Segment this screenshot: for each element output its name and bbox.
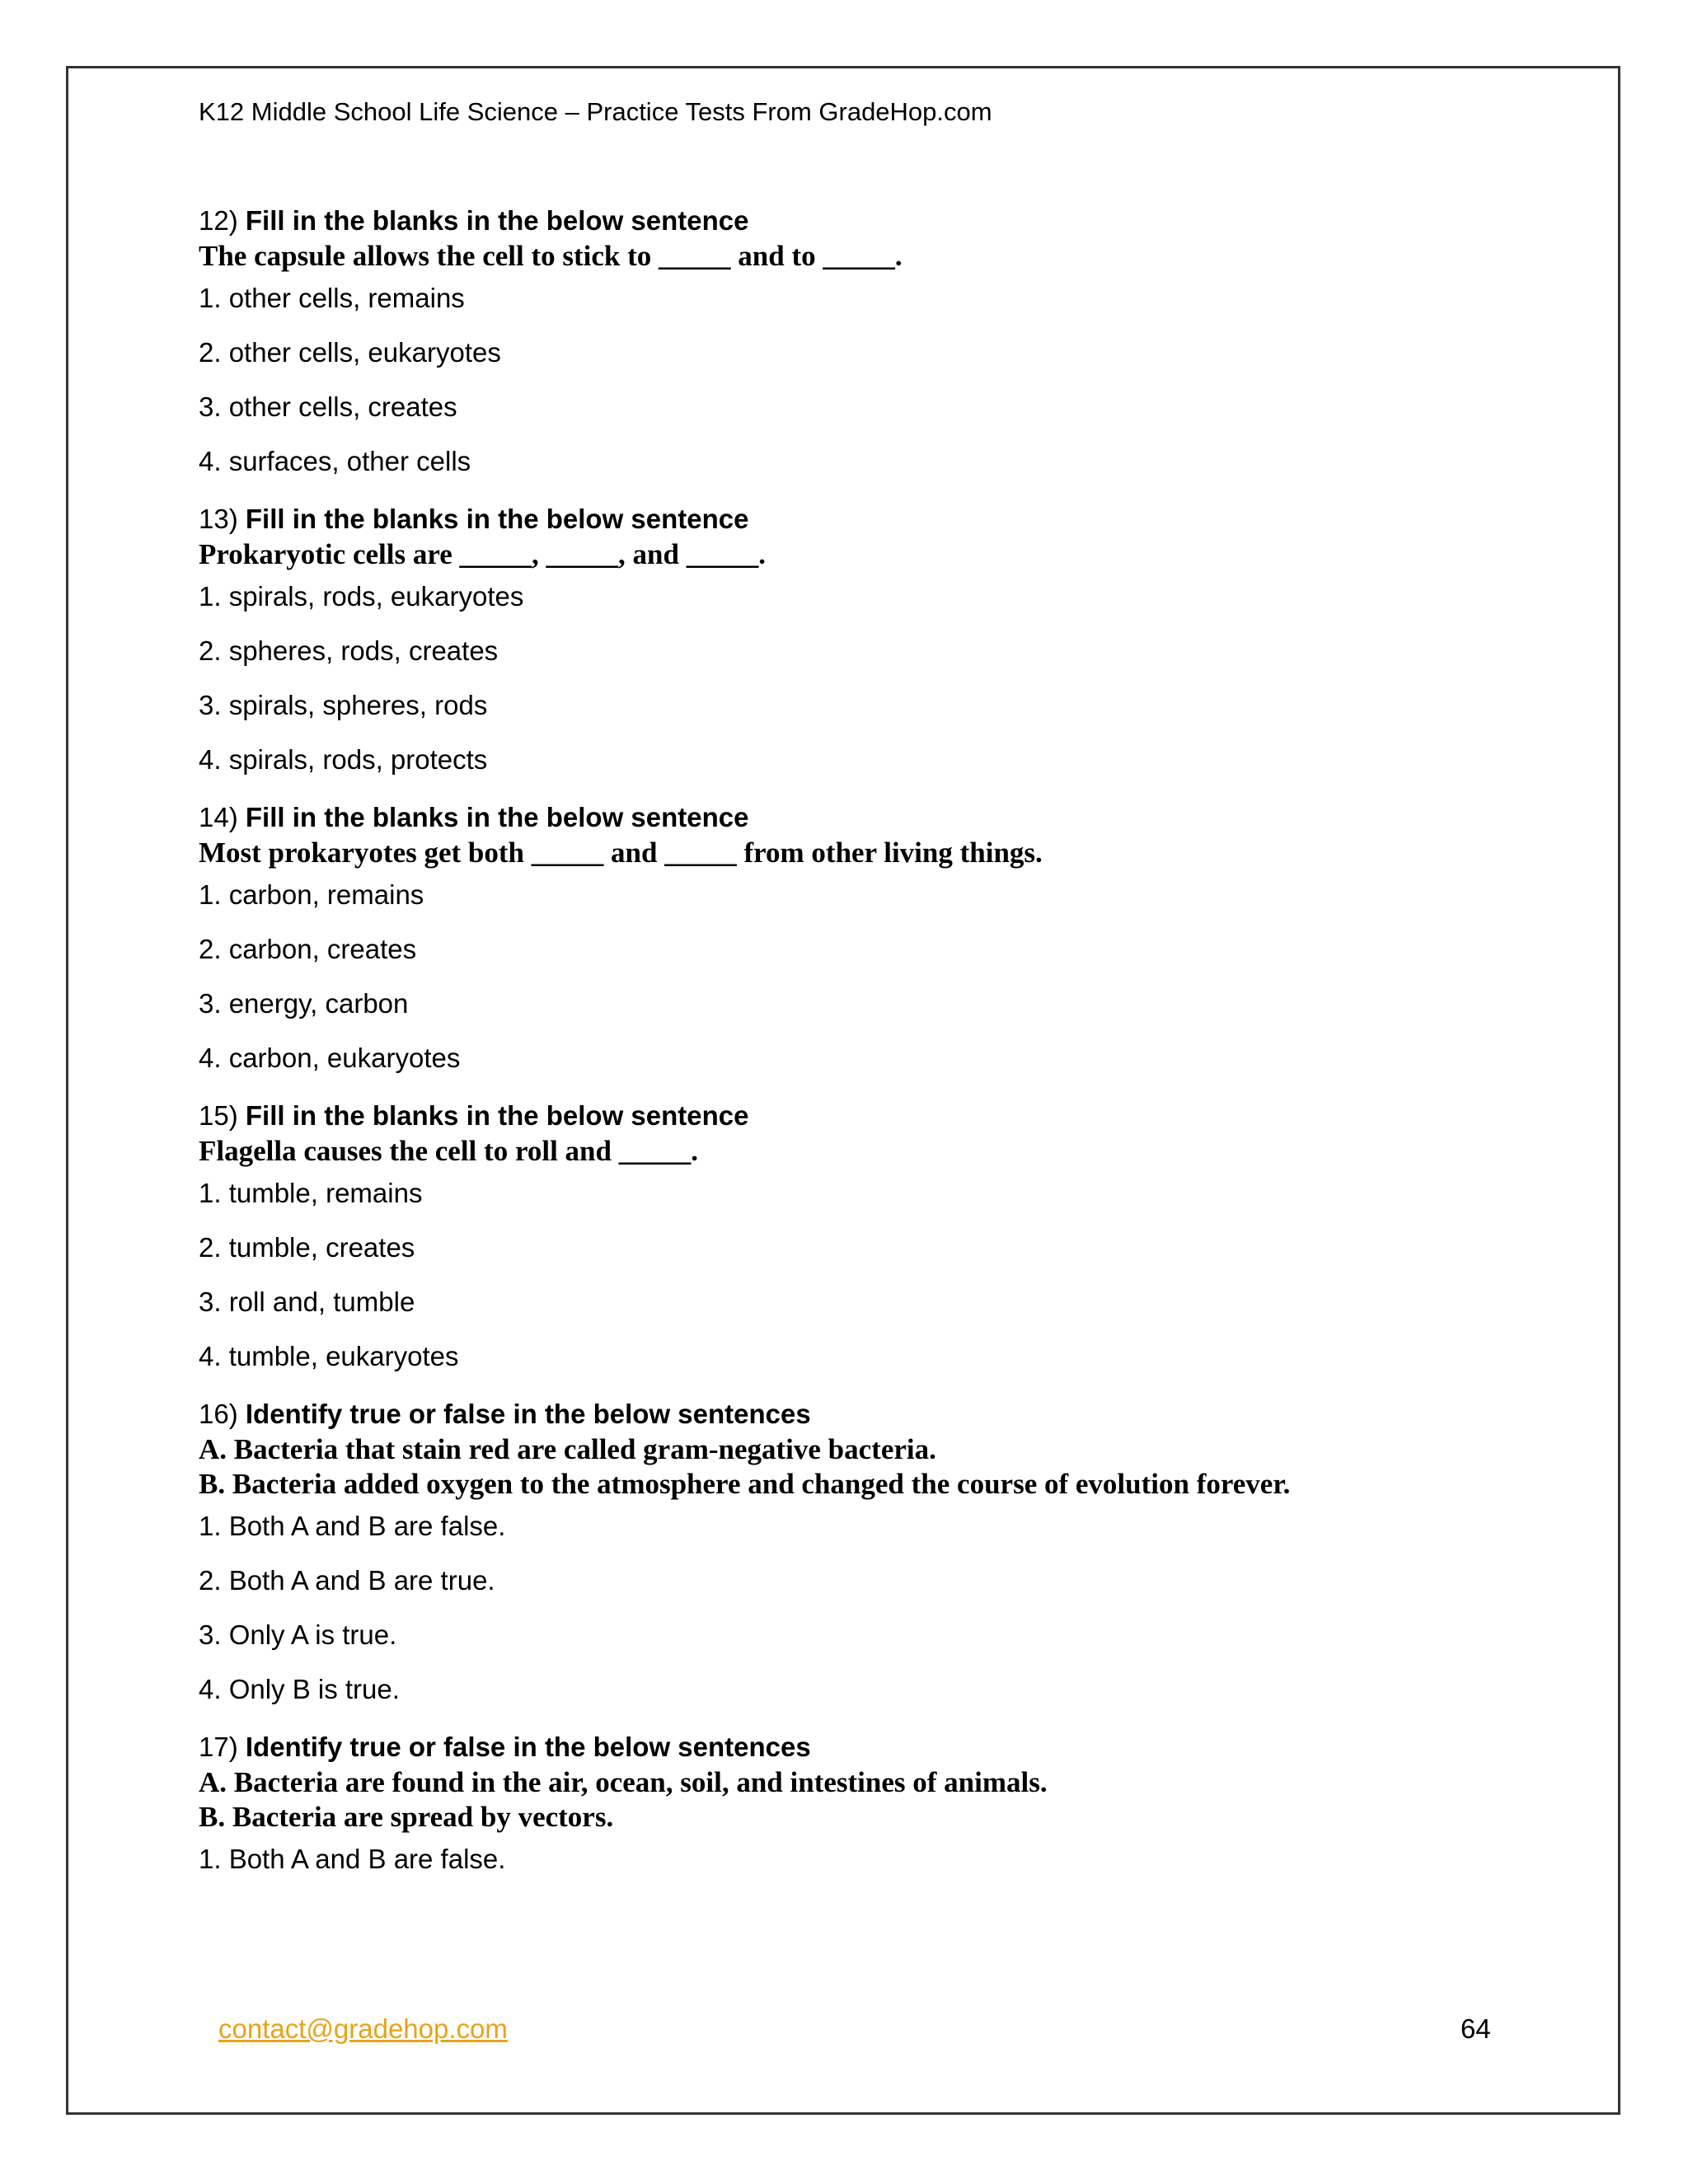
answer-option: 2. spheres, rods, creates [199, 635, 499, 666]
question-statement [199, 537, 1534, 572]
answer-option: 2. other cells, eukaryotes [199, 337, 501, 368]
statement-line: B. Bacteria added oxygen to the atmosphere and changed the course of evolution forever. [199, 1468, 1291, 1500]
answer-option: 4. carbon, eukaryotes [199, 1043, 461, 1073]
answer-option: 4. Only B is true. [199, 1674, 400, 1704]
question-number: 13) [199, 504, 238, 534]
contact-email-link[interactable]: contact@gradehop.com [218, 2013, 508, 2044]
answer-option: 3. other cells, creates [199, 391, 457, 422]
statement-line: Most prokaryotes get both _____ and _____ from other living things. [199, 837, 1043, 869]
answer-option: 1. Both A and B are false. [199, 1844, 506, 1874]
question-instruction: Identify true or false in the below sentences [245, 1399, 811, 1429]
question-statement [199, 239, 1534, 274]
question-statement [199, 1134, 1534, 1169]
answer-option: 2. Both A and B are true. [199, 1565, 495, 1596]
answer-option: 2. carbon, creates [199, 934, 417, 964]
question-instruction: Fill in the blanks in the below sentence [245, 504, 749, 534]
answer-option: 3. spirals, spheres, rods [199, 690, 488, 720]
answer-option: 1. carbon, remains [199, 879, 424, 910]
question-label [199, 1098, 1534, 1134]
question-12 [199, 203, 1534, 480]
answer-option: 1. Both A and B are false. [199, 1511, 506, 1541]
question-17 [199, 1729, 1534, 1877]
question-statement [199, 836, 1534, 870]
question-14 [199, 799, 1534, 1076]
page-header: K12 Middle School Life Science – Practice Tests From GradeHop.com [199, 97, 992, 126]
statement-line: The capsule allows the cell to stick to _____ and to _____. [199, 240, 903, 272]
question-label [199, 799, 1534, 836]
question-instruction: Fill in the blanks in the below sentence [245, 802, 749, 832]
question-16 [199, 1396, 1534, 1708]
question-instruction: Identify true or false in the below sentences [245, 1732, 811, 1762]
question-13 [199, 501, 1534, 778]
question-instruction: Fill in the blanks in the below sentence [245, 205, 749, 236]
answer-option: 4. spirals, rods, protects [199, 744, 488, 775]
questions-container [199, 203, 1534, 1877]
answer-option: 3. roll and, tumble [199, 1286, 415, 1317]
statement-line: Prokaryotic cells are _____, _____, and _____. [199, 538, 766, 570]
statement-line: A. Bacteria that stain red are called gram-negative bacteria. [199, 1433, 936, 1465]
question-statement [199, 1765, 1534, 1835]
answer-option: 4. tumble, eukaryotes [199, 1341, 459, 1371]
answer-option: 1. spirals, rods, eukaryotes [199, 581, 524, 612]
statement-line: B. Bacteria are spread by vectors. [199, 1801, 614, 1833]
answer-option: 3. Only A is true. [199, 1619, 397, 1650]
question-instruction: Fill in the blanks in the below sentence [245, 1100, 749, 1131]
question-statement [199, 1432, 1534, 1502]
question-label [199, 1729, 1534, 1765]
answer-option: 3. energy, carbon [199, 988, 409, 1019]
question-label [199, 501, 1534, 537]
statement-line: A. Bacteria are found in the air, ocean, soil, and intestines of animals. [199, 1766, 1048, 1798]
answer-option: 2. tumble, creates [199, 1232, 415, 1263]
answer-option: 4. surfaces, other cells [199, 446, 471, 476]
question-number: 12) [199, 205, 238, 236]
question-15 [199, 1098, 1534, 1375]
question-number: 17) [199, 1732, 238, 1762]
question-number: 15) [199, 1100, 238, 1131]
question-label [199, 203, 1534, 239]
question-number: 16) [199, 1399, 238, 1429]
question-label [199, 1396, 1534, 1432]
page-number: 64 [1461, 2013, 1491, 2044]
statement-line: Flagella causes the cell to roll and _____. [199, 1135, 698, 1167]
answer-option: 1. other cells, remains [199, 283, 465, 313]
question-number: 14) [199, 802, 238, 832]
answer-option: 1. tumble, remains [199, 1178, 423, 1208]
